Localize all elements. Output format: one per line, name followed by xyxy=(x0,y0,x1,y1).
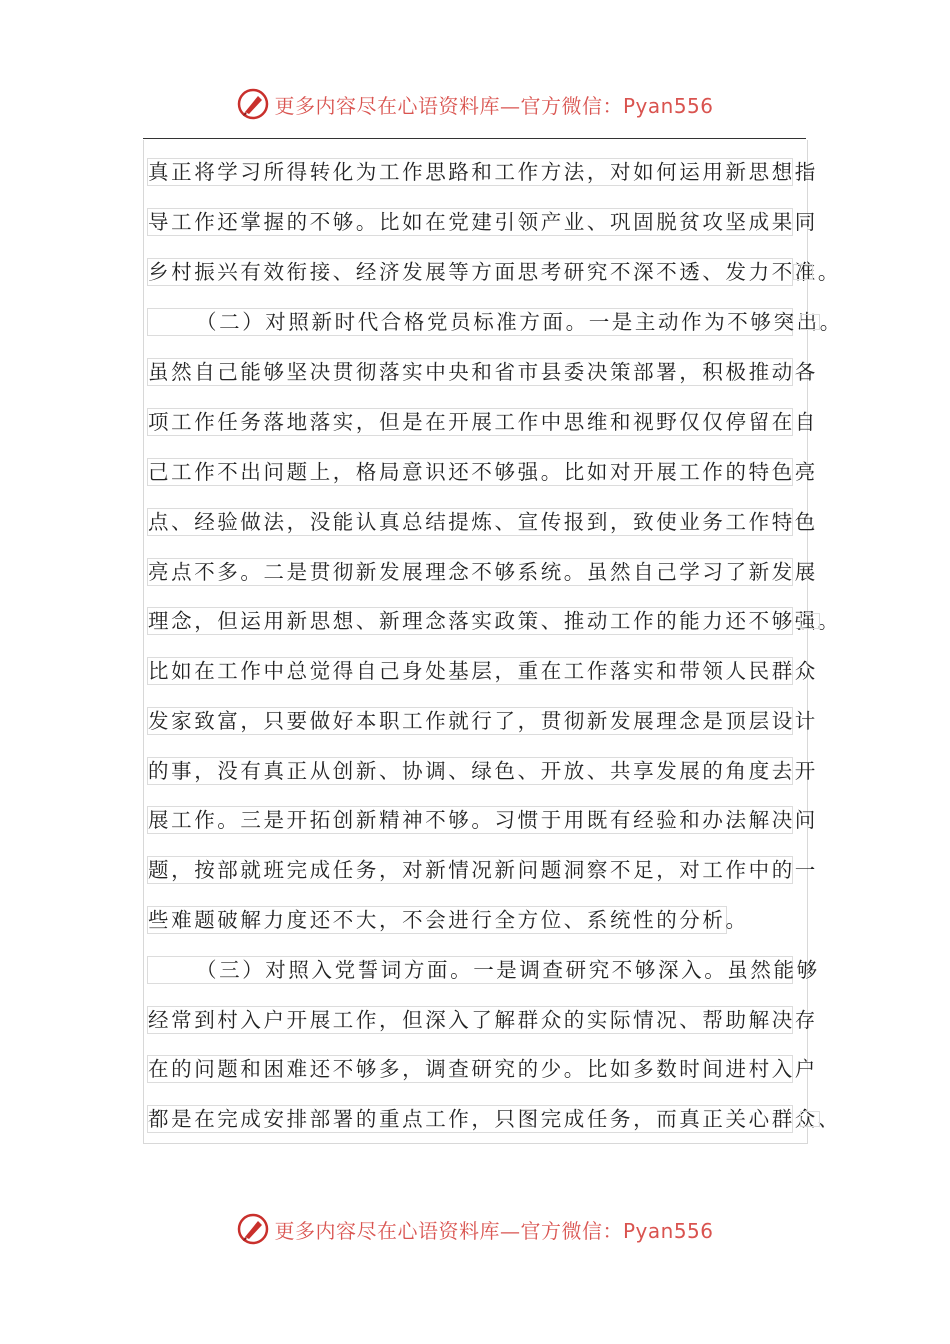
body-line: 虽然自己能够坚决贯彻落实中央和省市县委决策部署，积极推动各 xyxy=(148,360,818,384)
footer-banner xyxy=(0,1209,950,1249)
body-line: 比如在工作中总觉得自己身处基层，重在工作落实和带领人民群众 xyxy=(148,659,818,683)
header-banner-dash: — xyxy=(499,93,521,118)
body-line: 点、经验做法，没能认真总结提炼、宣传报到，致使业务工作特色 xyxy=(148,510,818,534)
line-overflow-box xyxy=(800,1111,820,1127)
body-line: （二）对照新时代合格党员标准方面。一是主动作为不够突出。 xyxy=(147,308,793,336)
pen-logo-icon xyxy=(236,87,270,121)
body-line: 的事，没有真正从创新、协调、绿色、开放、共享发展的角度去开 xyxy=(148,759,818,783)
line-overflow-box xyxy=(793,264,813,280)
body-line: 理念，但运用新思想、新理念落实政策、推动工作的能力还不够强。 xyxy=(148,609,841,633)
body-line: 经常到村入户开展工作，但深入了解群众的实际情况、帮助解决存 xyxy=(148,1008,818,1032)
body-line: 亮点不多。二是贯彻新发展理念不够系统。虽然自己学习了新发展 xyxy=(148,560,818,584)
header-banner-text xyxy=(274,90,713,119)
body-line: 题，按部就班完成任务，对新情况新问题洞察不足，对工作中的一 xyxy=(148,858,818,882)
body-line: 乡村振兴有效衔接、经济发展等方面思考研究不深不透、发力不准。 xyxy=(148,260,841,284)
footer-banner-wx-label: 官方微信： xyxy=(520,1218,623,1243)
body-line: 都是在完成安排部署的重点工作，只图完成任务，而真正关心群众、 xyxy=(148,1107,841,1131)
header-banner-wx-label: 官方微信： xyxy=(520,93,623,118)
header-banner-wx-id: Pyan556 xyxy=(622,93,714,118)
line-overflow-box xyxy=(800,613,820,629)
header-rule xyxy=(143,138,806,139)
line-overflow-box xyxy=(800,314,820,330)
header-banner xyxy=(0,84,950,124)
text-frame xyxy=(143,140,841,1144)
body-line: 些难题破解力度还不大，不会进行全方位、系统性的分析。 xyxy=(148,908,749,932)
body-line: 展工作。三是开拓创新精神不够。习惯于用既有经验和办法解决问 xyxy=(148,808,818,832)
body-line: 在的问题和困难还不够多，调查研究的少。比如多数时间进村入户 xyxy=(148,1057,818,1081)
footer-banner-wx-id: Pyan556 xyxy=(622,1218,714,1243)
body-line: 导工作还掌握的不够。比如在党建引领产业、巩固脱贫攻坚成果同 xyxy=(148,210,818,234)
footer-banner-text xyxy=(274,1215,713,1244)
header-banner-main: 更多内容尽在心语资料库 xyxy=(274,93,500,118)
pen-logo-icon xyxy=(236,1212,270,1246)
body-line: 发家致富，只要做好本职工作就行了，贯彻新发展理念是顶层设计 xyxy=(148,709,818,733)
footer-banner-main: 更多内容尽在心语资料库 xyxy=(274,1218,500,1243)
body-line: 项工作任务落地落实，但是在开展工作中思维和视野仅仅停留在自 xyxy=(148,410,818,434)
body-line: 真正将学习所得转化为工作思路和工作方法，对如何运用新思想指 xyxy=(148,160,818,184)
body-line: 己工作不出问题上，格局意识还不够强。比如对开展工作的特色亮 xyxy=(148,460,818,484)
footer-banner-dash: — xyxy=(499,1218,521,1243)
body-line: （三）对照入党誓词方面。一是调查研究不够深入。虽然能够 xyxy=(147,956,793,984)
